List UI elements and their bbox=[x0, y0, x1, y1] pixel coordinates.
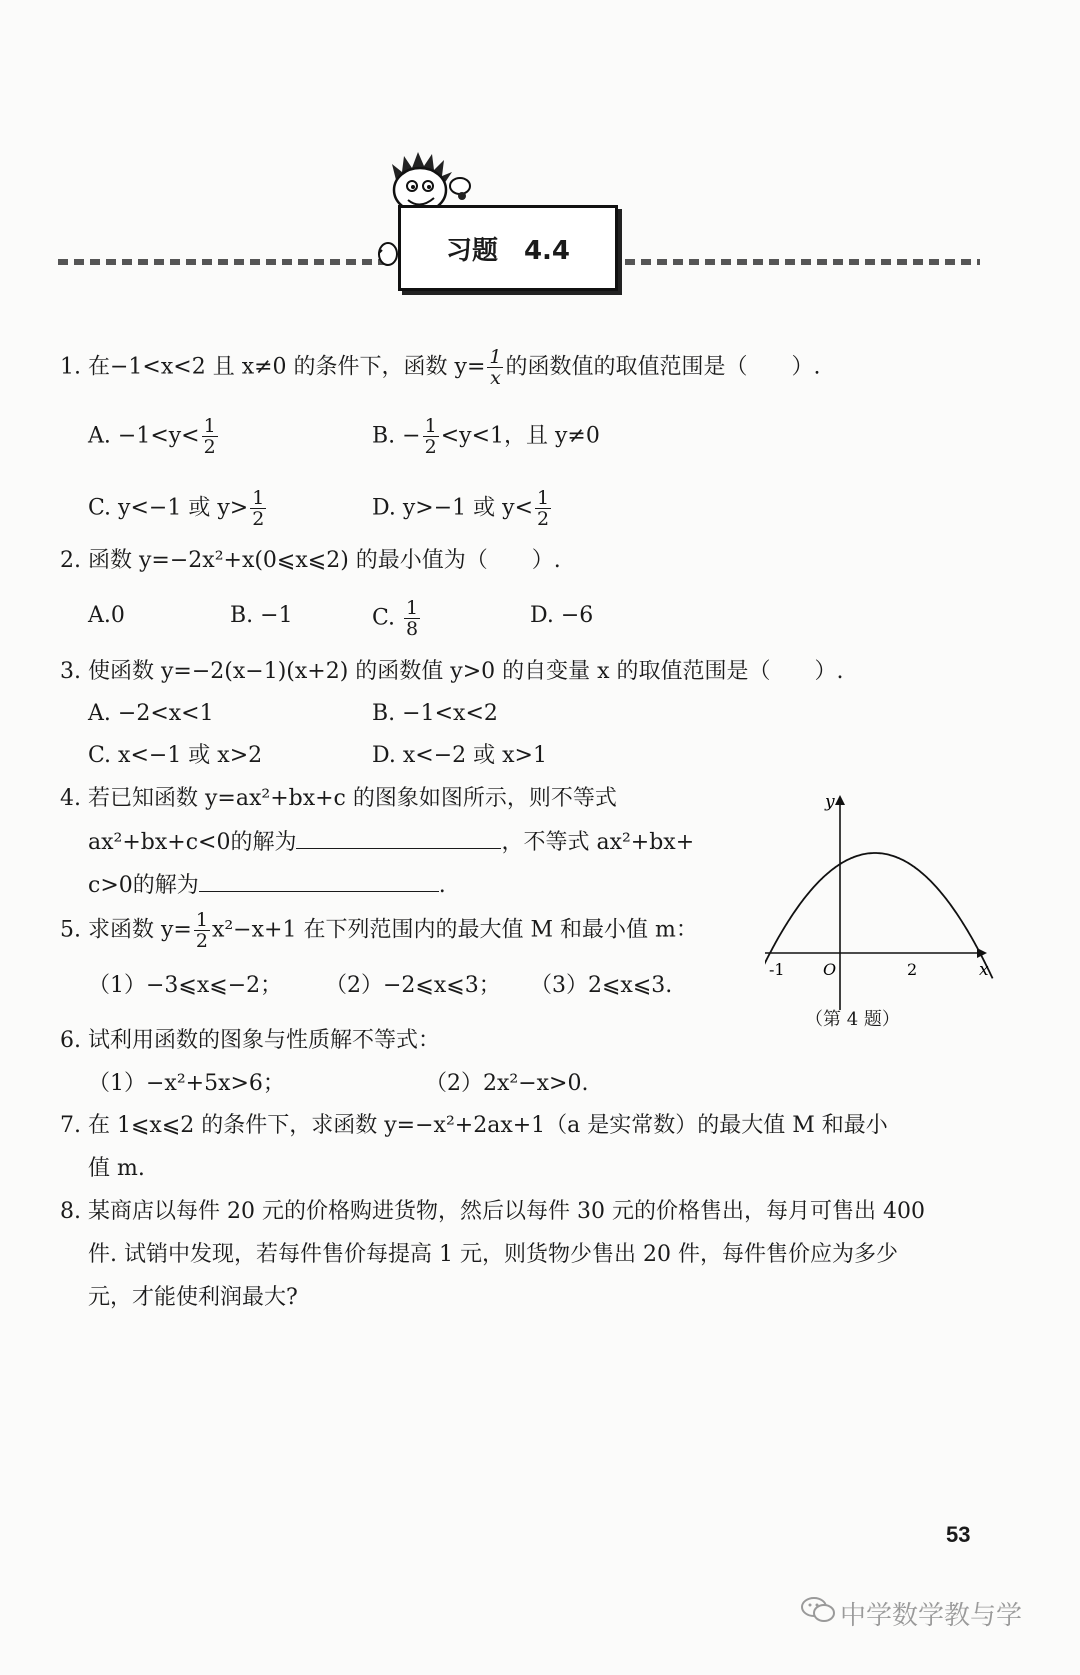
x-tick-label-left: -1 bbox=[769, 960, 785, 979]
question-7-line-2: 值 m. bbox=[88, 1156, 145, 1181]
question-8-line-1: 8. 某商店以每件 20 元的价格购进货物，然后以每件 30 元的价格售出，每月可售出 400 bbox=[60, 1199, 925, 1224]
question-3-stem: 3. 使函数 y=−2(x−1)(x+2) 的函数值 y>0 的自变量 x 的取值范围是（ ）. bbox=[60, 659, 844, 684]
question-1-option-c: C. y<−1 或 y> $\frac{1}{2}$ bbox=[88, 487, 265, 530]
question-2-option-c: C. $\frac{1}{8}$ bbox=[372, 597, 419, 640]
origin-label: O bbox=[823, 960, 837, 979]
y-axis-label: y bbox=[825, 792, 835, 812]
question-1-stem: 1. 在−1<x<2 且 x≠0 的条件下，函数 y= $\frac{1}{x}$ 的函数值的取值范围是（ ）. bbox=[60, 346, 821, 389]
question-5-part-3: （3）2⩽x⩽3. bbox=[530, 973, 673, 998]
question-4-line-1: 4. 若已知函数 y=ax²+bx+c 的图象如图所示，则不等式 bbox=[60, 786, 617, 811]
question-3-option-d: D. x<−2 或 x>1 bbox=[372, 743, 547, 768]
fraction: $\frac{1}{x}$ bbox=[489, 346, 502, 389]
x-axis-label: x bbox=[979, 960, 989, 980]
question-2-option-b: B. −1 bbox=[230, 603, 293, 628]
question-4-line-2: ax²+bx+c<0的解为 ，不等式 ax²+bx+ bbox=[88, 826, 694, 859]
question-1-option-b: B. − $\frac{1}{2}$ <y<1，且 y≠0 bbox=[372, 415, 600, 458]
x-tick-label-right: 2 bbox=[907, 960, 918, 979]
answer-blank-2[interactable] bbox=[199, 869, 439, 892]
answer-blank-1[interactable] bbox=[296, 826, 501, 849]
question-8-line-3: 元，才能使利润最大? bbox=[88, 1285, 298, 1310]
question-6-stem: 6. 试利用函数的图象与性质解不等式： bbox=[60, 1028, 441, 1053]
parabola-curve bbox=[765, 853, 993, 981]
header-dotted-line-left bbox=[58, 259, 388, 265]
y-axis-arrow-icon bbox=[835, 795, 845, 805]
exercise-title-box bbox=[398, 205, 618, 291]
question-6-part-2: （2）2x²−x>0. bbox=[425, 1071, 589, 1096]
question-5-stem: 5. 求函数 y= $\frac{1}{2}$ x²−x+1 在下列范围内的最大值 M 和最小值 m： bbox=[60, 909, 698, 952]
question-3-option-b: B. −1<x<2 bbox=[372, 701, 498, 726]
question-8-line-2: 件. 试销中发现，若每件售价每提高 1 元，则货物少售出 20 件，每件售价应为多少 bbox=[88, 1242, 898, 1267]
question-5-part-1: （1）−3⩽x⩽−2； bbox=[88, 973, 283, 998]
page-number: 53 bbox=[946, 1522, 971, 1547]
question-7-line-1: 7. 在 1⩽x⩽2 的条件下，求函数 y=−x²+2ax+1（a 是实常数）的最大值 M 和最小 bbox=[60, 1113, 888, 1138]
question-2-option-a: A.0 bbox=[88, 603, 125, 628]
question-5-part-2: （2）−2⩽x⩽3； bbox=[325, 973, 501, 998]
question-4-line-3: c>0的解为 . bbox=[88, 869, 446, 902]
figure-caption: （第 4 题） bbox=[805, 1009, 900, 1030]
header-dotted-line-right bbox=[625, 259, 980, 265]
question-1-option-a: A. −1<y< $\frac{1}{2}$ bbox=[88, 415, 216, 458]
question-2-option-d: D. −6 bbox=[530, 603, 594, 628]
question-2-stem: 2. 函数 y=−2x²+x(0⩽x⩽2) 的最小值为（ ）. bbox=[60, 548, 561, 573]
wechat-icon bbox=[800, 1595, 836, 1625]
question-6-part-1: （1）−x²+5x>6； bbox=[88, 1071, 285, 1096]
watermark-text: 中学数学教与学 bbox=[840, 1601, 1023, 1631]
question-3-option-c: C. x<−1 或 x>2 bbox=[88, 743, 263, 768]
question-1-option-d: D. y>−1 或 y< $\frac{1}{2}$ bbox=[372, 487, 550, 530]
exercise-title: 习题 4.4 bbox=[445, 236, 571, 266]
question-3-option-a: A. −2<x<1 bbox=[88, 701, 214, 726]
